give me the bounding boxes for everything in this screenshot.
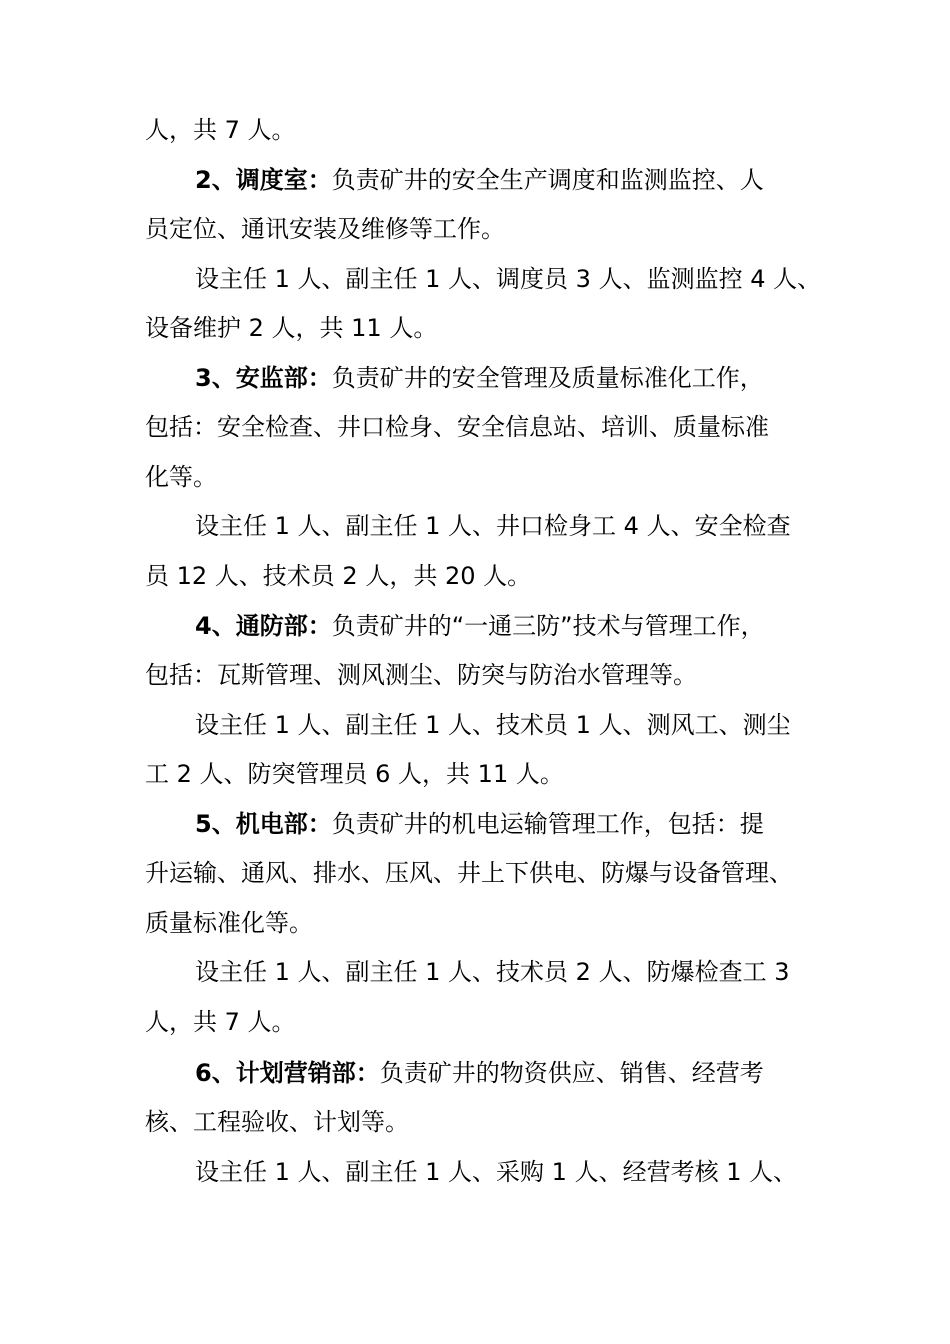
text-line xyxy=(145,857,793,889)
line-text: 设备维护 2 人，共 11 人。 xyxy=(145,314,438,342)
section-label: 4、通防部： xyxy=(195,612,332,640)
staffing-line xyxy=(195,709,791,741)
line-text: 员定位、通讯安装及维修等工作。 xyxy=(145,215,505,243)
text-line xyxy=(145,758,564,790)
line-text: 质量标准化等。 xyxy=(145,909,313,937)
text-line xyxy=(145,114,296,146)
staffing-line xyxy=(195,1156,797,1188)
line-text: 包括：瓦斯管理、测风测尘、防突与防治水管理等。 xyxy=(145,661,697,689)
section-label: 3、安监部： xyxy=(195,364,332,392)
line-text: 人，共 7 人。 xyxy=(145,1008,296,1036)
text-line xyxy=(145,312,437,344)
line-text: 工 2 人、防突管理员 6 人，共 11 人。 xyxy=(145,760,564,788)
section-description: 负责矿井的安全管理及质量标准化工作， xyxy=(331,364,764,392)
section-heading-planning-marketing xyxy=(195,1057,764,1089)
line-text: 核、工程验收、计划等。 xyxy=(145,1108,409,1136)
section-description: 负责矿井的机电运输管理工作，包括：提 xyxy=(331,810,764,838)
line-text: 设主任 1 人、副主任 1 人、采购 1 人、经营考核 1 人、 xyxy=(195,1158,798,1186)
text-line xyxy=(145,411,769,443)
staffing-line xyxy=(195,510,791,542)
section-label: 6、计划营销部： xyxy=(195,1059,380,1087)
line-text: 设主任 1 人、副主任 1 人、技术员 1 人、测风工、测尘 xyxy=(195,711,791,739)
text-line xyxy=(145,1006,296,1038)
text-line xyxy=(145,560,531,592)
line-text: 化等。 xyxy=(145,463,217,491)
section-label: 2、调度室： xyxy=(195,166,332,194)
section-description: 负责矿井的“一通三防”技术与管理工作， xyxy=(331,612,765,640)
line-text: 人，共 7 人。 xyxy=(145,116,296,144)
section-heading-safety xyxy=(195,362,764,394)
section-heading-ventilation xyxy=(195,610,765,642)
line-text: 升运输、通风、排水、压风、井上下供电、防爆与设备管理、 xyxy=(145,859,793,887)
line-text: 设主任 1 人、副主任 1 人、井口检身工 4 人、安全检查 xyxy=(195,512,791,540)
staffing-line xyxy=(195,956,789,988)
section-heading-electromechanical xyxy=(195,808,764,840)
line-text: 包括：安全检查、井口检身、安全信息站、培训、质量标准 xyxy=(145,413,769,441)
section-heading-dispatch xyxy=(195,164,764,196)
section-description: 负责矿井的安全生产调度和监测监控、人 xyxy=(331,166,764,194)
section-label: 5、机电部： xyxy=(195,810,332,838)
line-text: 设主任 1 人、副主任 1 人、调度员 3 人、监测监控 4 人、 xyxy=(195,265,822,293)
text-line xyxy=(145,1106,409,1138)
text-line xyxy=(145,213,505,245)
text-line xyxy=(145,659,697,691)
text-line xyxy=(145,461,217,493)
line-text: 员 12 人、技术员 2 人，共 20 人。 xyxy=(145,562,532,590)
text-line xyxy=(145,907,313,939)
line-text: 设主任 1 人、副主任 1 人、技术员 2 人、防爆检查工 3 xyxy=(195,958,790,986)
staffing-line xyxy=(195,263,821,295)
section-description: 负责矿井的物资供应、销售、经营考 xyxy=(379,1059,764,1087)
